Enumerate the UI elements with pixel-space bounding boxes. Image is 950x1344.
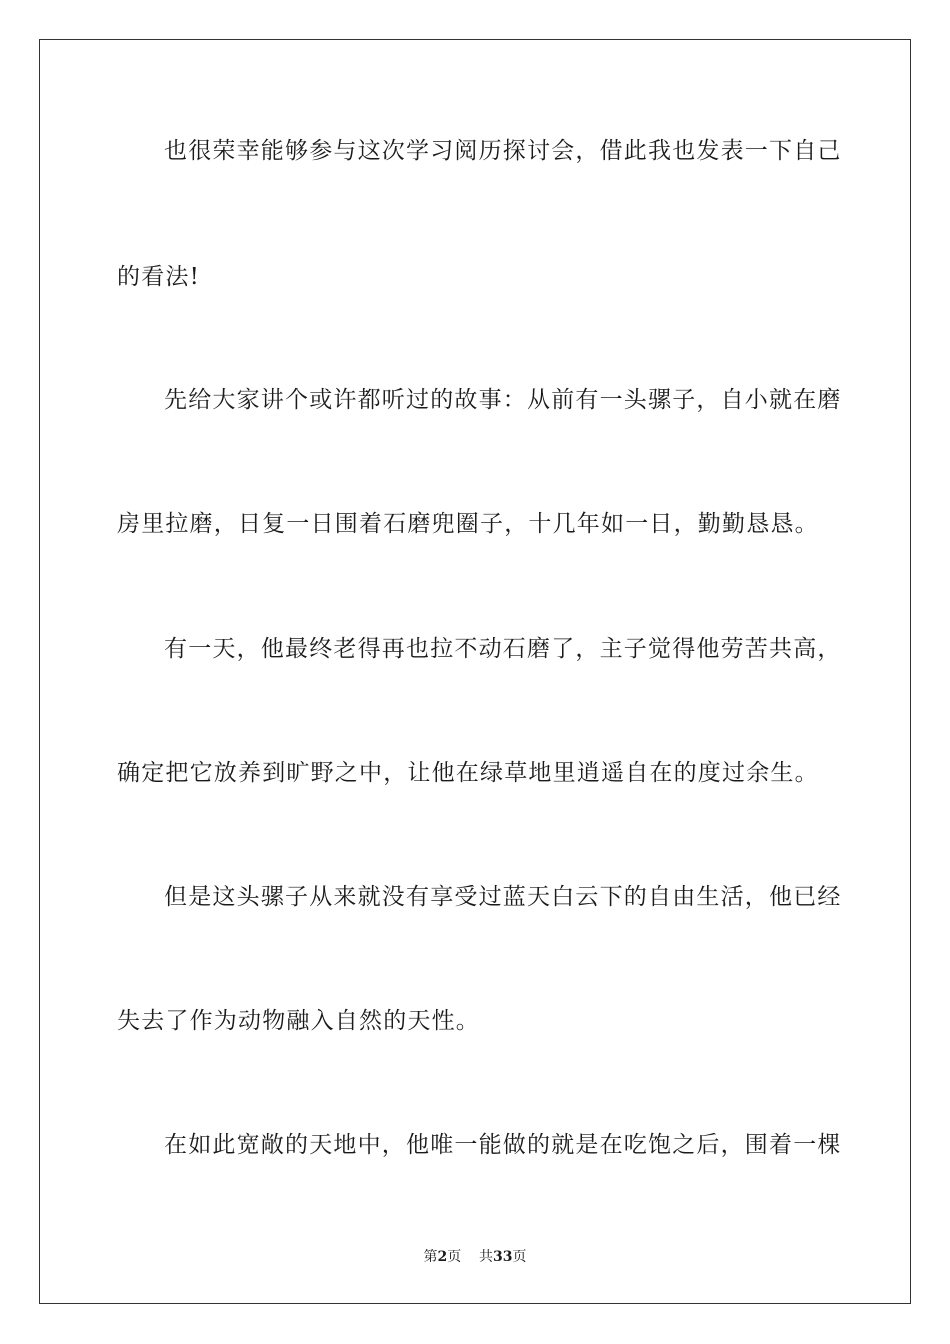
paragraph-line: 有一天，他最终老得再也拉不动石磨了，主子觉得他劳苦共高， <box>164 636 842 662</box>
paragraph-line: 确定把它放养到旷野之中，让他在绿草地里逍遥自在的度过余生。 <box>117 760 819 786</box>
paragraph-line: 失去了作为动物融入自然的天性。 <box>117 1008 480 1034</box>
total-pages: 33 <box>493 1249 513 1265</box>
page-number-prefix: 第 <box>423 1249 438 1265</box>
paragraph-line: 在如此宽敞的天地中，他唯一能做的就是在吃饱之后，围着一棵 <box>164 1132 842 1158</box>
page-border <box>39 39 911 1304</box>
page-number-suffix: 页 <box>447 1249 462 1265</box>
paragraph-line: 也很荣幸能够参与这次学习阅历探讨会，借此我也发表一下自己 <box>164 138 842 164</box>
page-number: 2 <box>437 1249 448 1265</box>
paragraph-line: 但是这头骡子从来就没有享受过蓝天白云下的自由生活，他已经 <box>164 884 842 910</box>
paragraph-line: 房里拉磨，日复一日围着石磨兜圈子，十几年如一日，勤勤恳恳。 <box>117 511 819 537</box>
paragraph-line: 的看法! <box>117 264 201 290</box>
page-footer <box>0 1247 950 1267</box>
total-pages-prefix: 共 <box>479 1249 494 1265</box>
paragraph-line: 先给大家讲个或许都听过的故事：从前有一头骡子，自小就在磨 <box>164 387 842 413</box>
total-pages-suffix: 页 <box>512 1249 527 1265</box>
